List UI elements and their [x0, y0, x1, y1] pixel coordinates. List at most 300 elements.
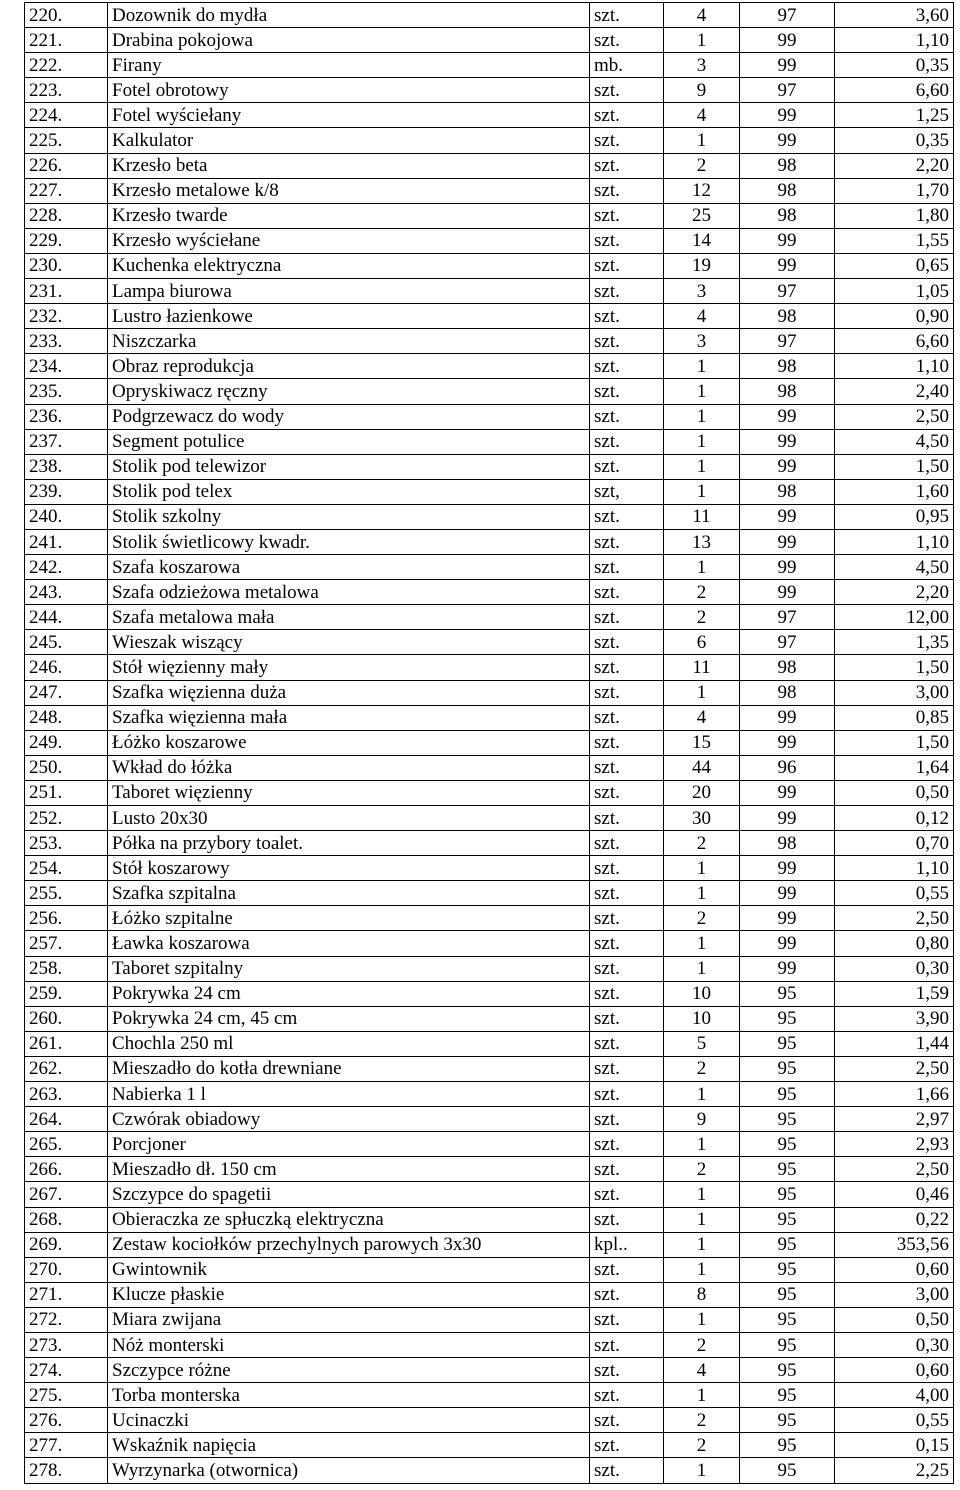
table-row: [25, 856, 954, 881]
item-name-cell: Lusto 20x30: [108, 806, 590, 831]
value-cell: 1,10: [835, 856, 954, 881]
item-name-cell: Stolik świetlicowy kwadr.: [108, 529, 590, 554]
wear-percent-cell: 99: [740, 555, 835, 580]
item-name-cell: Szafka więzienna mała: [108, 705, 590, 730]
wear-percent-cell: 95: [740, 1383, 835, 1408]
row-number-cell: 243.: [25, 580, 108, 605]
wear-percent-cell: 99: [740, 53, 835, 78]
value-cell: 1,80: [835, 203, 954, 228]
wear-percent-cell: 95: [740, 1332, 835, 1357]
wear-percent-cell: 95: [740, 1182, 835, 1207]
value-cell: 6,60: [835, 329, 954, 354]
quantity-cell: 9: [664, 78, 740, 103]
wear-percent-cell: 95: [740, 1307, 835, 1332]
table-row: [25, 555, 954, 580]
table-row: [25, 203, 954, 228]
item-name-cell: Łóżko szpitalne: [108, 906, 590, 931]
wear-percent-cell: 99: [740, 730, 835, 755]
wear-percent-cell: 98: [740, 304, 835, 329]
wear-percent-cell: 97: [740, 605, 835, 630]
wear-percent-cell: 95: [740, 1232, 835, 1257]
unit-cell: szt.: [590, 28, 664, 53]
quantity-cell: 3: [664, 329, 740, 354]
row-number-cell: 240.: [25, 504, 108, 529]
value-cell: 1,10: [835, 28, 954, 53]
table-row: [25, 1082, 954, 1107]
row-number-cell: 271.: [25, 1282, 108, 1307]
inventory-table-body: [25, 3, 954, 1484]
item-name-cell: Kuchenka elektryczna: [108, 253, 590, 278]
value-cell: 0,95: [835, 504, 954, 529]
wear-percent-cell: 99: [740, 931, 835, 956]
table-row: [25, 78, 954, 103]
item-name-cell: Krzesło beta: [108, 153, 590, 178]
item-name-cell: Obraz reprodukcja: [108, 354, 590, 379]
table-row: [25, 1257, 954, 1282]
unit-cell: szt.: [590, 1056, 664, 1081]
item-name-cell: Segment potulice: [108, 429, 590, 454]
value-cell: 1,60: [835, 479, 954, 504]
table-row: [25, 1282, 954, 1307]
unit-cell: szt.: [590, 755, 664, 780]
table-row: [25, 429, 954, 454]
unit-cell: szt.: [590, 580, 664, 605]
unit-cell: szt,: [590, 479, 664, 504]
unit-cell: szt.: [590, 555, 664, 580]
wear-percent-cell: 99: [740, 404, 835, 429]
unit-cell: szt.: [590, 404, 664, 429]
value-cell: 1,70: [835, 178, 954, 203]
table-row: [25, 329, 954, 354]
table-row: [25, 881, 954, 906]
quantity-cell: 1: [664, 354, 740, 379]
row-number-cell: 245.: [25, 630, 108, 655]
unit-cell: szt.: [590, 605, 664, 630]
row-number-cell: 250.: [25, 755, 108, 780]
item-name-cell: Ucinaczki: [108, 1408, 590, 1433]
row-number-cell: 247.: [25, 680, 108, 705]
row-number-cell: 231.: [25, 279, 108, 304]
quantity-cell: 1: [664, 1458, 740, 1483]
quantity-cell: 2: [664, 1056, 740, 1081]
unit-cell: szt.: [590, 78, 664, 103]
wear-percent-cell: 98: [740, 354, 835, 379]
table-row: [25, 479, 954, 504]
item-name-cell: Wkład do łóżka: [108, 755, 590, 780]
quantity-cell: 1: [664, 1257, 740, 1282]
value-cell: 1,25: [835, 103, 954, 128]
unit-cell: szt.: [590, 1433, 664, 1458]
quantity-cell: 1: [664, 555, 740, 580]
row-number-cell: 244.: [25, 605, 108, 630]
row-number-cell: 268.: [25, 1207, 108, 1232]
table-row: [25, 128, 954, 153]
item-name-cell: Stolik pod telex: [108, 479, 590, 504]
value-cell: 0,85: [835, 705, 954, 730]
table-row: [25, 755, 954, 780]
quantity-cell: 12: [664, 178, 740, 203]
value-cell: 0,35: [835, 128, 954, 153]
unit-cell: szt.: [590, 1006, 664, 1031]
row-number-cell: 254.: [25, 856, 108, 881]
row-number-cell: 229.: [25, 228, 108, 253]
quantity-cell: 2: [664, 1433, 740, 1458]
row-number-cell: 269.: [25, 1232, 108, 1257]
unit-cell: szt.: [590, 153, 664, 178]
quantity-cell: 1: [664, 1082, 740, 1107]
item-name-cell: Nóż monterski: [108, 1332, 590, 1357]
unit-cell: szt.: [590, 1383, 664, 1408]
value-cell: 0,65: [835, 253, 954, 278]
item-name-cell: Szafa odzieżowa metalowa: [108, 580, 590, 605]
table-row: [25, 454, 954, 479]
unit-cell: szt.: [590, 931, 664, 956]
item-name-cell: Wskaźnik napięcia: [108, 1433, 590, 1458]
row-number-cell: 253.: [25, 831, 108, 856]
inventory-table: [24, 2, 954, 1484]
row-number-cell: 257.: [25, 931, 108, 956]
item-name-cell: Klucze płaskie: [108, 1282, 590, 1307]
unit-cell: szt.: [590, 806, 664, 831]
value-cell: 4,50: [835, 555, 954, 580]
value-cell: 2,97: [835, 1107, 954, 1132]
unit-cell: szt.: [590, 504, 664, 529]
quantity-cell: 1: [664, 881, 740, 906]
unit-cell: szt.: [590, 680, 664, 705]
wear-percent-cell: 95: [740, 1006, 835, 1031]
item-name-cell: Firany: [108, 53, 590, 78]
unit-cell: szt.: [590, 1458, 664, 1483]
item-name-cell: Szczypce do spagetii: [108, 1182, 590, 1207]
table-row: [25, 504, 954, 529]
value-cell: 6,60: [835, 78, 954, 103]
item-name-cell: Lustro łazienkowe: [108, 304, 590, 329]
value-cell: 1,44: [835, 1031, 954, 1056]
value-cell: 1,10: [835, 529, 954, 554]
value-cell: 3,00: [835, 1282, 954, 1307]
unit-cell: szt.: [590, 379, 664, 404]
row-number-cell: 235.: [25, 379, 108, 404]
wear-percent-cell: 95: [740, 1056, 835, 1081]
unit-cell: szt.: [590, 253, 664, 278]
value-cell: 3,60: [835, 3, 954, 28]
row-number-cell: 264.: [25, 1107, 108, 1132]
value-cell: 0,60: [835, 1257, 954, 1282]
wear-percent-cell: 95: [740, 1082, 835, 1107]
wear-percent-cell: 99: [740, 529, 835, 554]
wear-percent-cell: 97: [740, 329, 835, 354]
row-number-cell: 255.: [25, 881, 108, 906]
value-cell: 2,20: [835, 153, 954, 178]
unit-cell: szt.: [590, 1107, 664, 1132]
wear-percent-cell: 98: [740, 655, 835, 680]
value-cell: 1,66: [835, 1082, 954, 1107]
row-number-cell: 237.: [25, 429, 108, 454]
wear-percent-cell: 98: [740, 178, 835, 203]
unit-cell: szt.: [590, 1358, 664, 1383]
table-row: [25, 1433, 954, 1458]
item-name-cell: Porcjoner: [108, 1132, 590, 1157]
wear-percent-cell: 96: [740, 755, 835, 780]
value-cell: 2,40: [835, 379, 954, 404]
table-row: [25, 253, 954, 278]
quantity-cell: 25: [664, 203, 740, 228]
row-number-cell: 242.: [25, 555, 108, 580]
quantity-cell: 3: [664, 53, 740, 78]
item-name-cell: Stolik pod telewizor: [108, 454, 590, 479]
quantity-cell: 1: [664, 931, 740, 956]
quantity-cell: 5: [664, 1031, 740, 1056]
table-row: [25, 529, 954, 554]
item-name-cell: Drabina pokojowa: [108, 28, 590, 53]
wear-percent-cell: 97: [740, 279, 835, 304]
unit-cell: szt.: [590, 956, 664, 981]
quantity-cell: 4: [664, 1358, 740, 1383]
item-name-cell: Stolik szkolny: [108, 504, 590, 529]
item-name-cell: Taboret więzienny: [108, 780, 590, 805]
table-row: [25, 931, 954, 956]
row-number-cell: 233.: [25, 329, 108, 354]
wear-percent-cell: 95: [740, 1458, 835, 1483]
quantity-cell: 15: [664, 730, 740, 755]
wear-percent-cell: 99: [740, 228, 835, 253]
item-name-cell: Miara zwijana: [108, 1307, 590, 1332]
quantity-cell: 44: [664, 755, 740, 780]
item-name-cell: Krzesło wyściełane: [108, 228, 590, 253]
row-number-cell: 239.: [25, 479, 108, 504]
unit-cell: szt.: [590, 1082, 664, 1107]
unit-cell: szt.: [590, 655, 664, 680]
row-number-cell: 272.: [25, 1307, 108, 1332]
item-name-cell: Mieszadło do kotła drewniane: [108, 1056, 590, 1081]
row-number-cell: 249.: [25, 730, 108, 755]
quantity-cell: 2: [664, 1157, 740, 1182]
row-number-cell: 256.: [25, 906, 108, 931]
value-cell: 1,59: [835, 981, 954, 1006]
row-number-cell: 270.: [25, 1257, 108, 1282]
item-name-cell: Wyrzynarka (otwornica): [108, 1458, 590, 1483]
wear-percent-cell: 98: [740, 153, 835, 178]
unit-cell: szt.: [590, 454, 664, 479]
value-cell: 1,05: [835, 279, 954, 304]
item-name-cell: Szczypce różne: [108, 1358, 590, 1383]
unit-cell: szt.: [590, 128, 664, 153]
table-row: [25, 1157, 954, 1182]
wear-percent-cell: 99: [740, 806, 835, 831]
wear-percent-cell: 99: [740, 253, 835, 278]
row-number-cell: 221.: [25, 28, 108, 53]
row-number-cell: 252.: [25, 806, 108, 831]
table-row: [25, 956, 954, 981]
quantity-cell: 3: [664, 279, 740, 304]
value-cell: 1,64: [835, 755, 954, 780]
row-number-cell: 224.: [25, 103, 108, 128]
unit-cell: szt.: [590, 429, 664, 454]
wear-percent-cell: 98: [740, 680, 835, 705]
item-name-cell: Fotel obrotowy: [108, 78, 590, 103]
quantity-cell: 2: [664, 1408, 740, 1433]
table-row: [25, 228, 954, 253]
table-row: [25, 304, 954, 329]
value-cell: 4,00: [835, 1383, 954, 1408]
row-number-cell: 230.: [25, 253, 108, 278]
unit-cell: szt.: [590, 304, 664, 329]
quantity-cell: 1: [664, 479, 740, 504]
item-name-cell: Szafa koszarowa: [108, 555, 590, 580]
unit-cell: mb.: [590, 53, 664, 78]
wear-percent-cell: 95: [740, 1031, 835, 1056]
quantity-cell: 2: [664, 831, 740, 856]
wear-percent-cell: 95: [740, 1282, 835, 1307]
quantity-cell: 1: [664, 28, 740, 53]
quantity-cell: 2: [664, 580, 740, 605]
row-number-cell: 275.: [25, 1383, 108, 1408]
row-number-cell: 220.: [25, 3, 108, 28]
value-cell: 0,30: [835, 956, 954, 981]
value-cell: 3,90: [835, 1006, 954, 1031]
row-number-cell: 276.: [25, 1408, 108, 1433]
value-cell: 0,60: [835, 1358, 954, 1383]
table-row: [25, 705, 954, 730]
item-name-cell: Dozownik do mydła: [108, 3, 590, 28]
wear-percent-cell: 97: [740, 3, 835, 28]
table-row: [25, 580, 954, 605]
row-number-cell: 274.: [25, 1358, 108, 1383]
table-row: [25, 780, 954, 805]
quantity-cell: 1: [664, 404, 740, 429]
item-name-cell: Podgrzewacz do wody: [108, 404, 590, 429]
quantity-cell: 2: [664, 153, 740, 178]
value-cell: 0,70: [835, 831, 954, 856]
wear-percent-cell: 95: [740, 1207, 835, 1232]
row-number-cell: 222.: [25, 53, 108, 78]
quantity-cell: 8: [664, 1282, 740, 1307]
value-cell: 1,10: [835, 354, 954, 379]
quantity-cell: 1: [664, 1207, 740, 1232]
table-row: [25, 730, 954, 755]
wear-percent-cell: 99: [740, 429, 835, 454]
unit-cell: szt.: [590, 730, 664, 755]
row-number-cell: 261.: [25, 1031, 108, 1056]
wear-percent-cell: 98: [740, 479, 835, 504]
unit-cell: szt.: [590, 881, 664, 906]
row-number-cell: 259.: [25, 981, 108, 1006]
quantity-cell: 1: [664, 856, 740, 881]
table-row: [25, 806, 954, 831]
value-cell: 0,46: [835, 1182, 954, 1207]
item-name-cell: Łóżko koszarowe: [108, 730, 590, 755]
wear-percent-cell: 98: [740, 831, 835, 856]
unit-cell: szt.: [590, 856, 664, 881]
wear-percent-cell: 95: [740, 1433, 835, 1458]
unit-cell: szt.: [590, 1332, 664, 1357]
item-name-cell: Chochla 250 ml: [108, 1031, 590, 1056]
wear-percent-cell: 97: [740, 78, 835, 103]
wear-percent-cell: 99: [740, 705, 835, 730]
unit-cell: kpl..: [590, 1232, 664, 1257]
quantity-cell: 4: [664, 103, 740, 128]
table-row: [25, 1307, 954, 1332]
table-row: [25, 1358, 954, 1383]
quantity-cell: 30: [664, 806, 740, 831]
table-row: [25, 1207, 954, 1232]
wear-percent-cell: 99: [740, 28, 835, 53]
item-name-cell: Kalkulator: [108, 128, 590, 153]
row-number-cell: 236.: [25, 404, 108, 429]
wear-percent-cell: 99: [740, 906, 835, 931]
table-row: [25, 680, 954, 705]
item-name-cell: Mieszadło dł. 150 cm: [108, 1157, 590, 1182]
wear-percent-cell: 95: [740, 981, 835, 1006]
quantity-cell: 1: [664, 1132, 740, 1157]
value-cell: 2,50: [835, 1056, 954, 1081]
table-row: [25, 153, 954, 178]
item-name-cell: Szafka szpitalna: [108, 881, 590, 906]
quantity-cell: 20: [664, 780, 740, 805]
quantity-cell: 19: [664, 253, 740, 278]
value-cell: 1,35: [835, 630, 954, 655]
value-cell: 2,50: [835, 404, 954, 429]
item-name-cell: Wieszak wiszący: [108, 630, 590, 655]
table-row: [25, 1107, 954, 1132]
wear-percent-cell: 95: [740, 1257, 835, 1282]
value-cell: 2,20: [835, 580, 954, 605]
unit-cell: szt.: [590, 1157, 664, 1182]
row-number-cell: 263.: [25, 1082, 108, 1107]
row-number-cell: 238.: [25, 454, 108, 479]
table-row: [25, 404, 954, 429]
table-row: [25, 1056, 954, 1081]
row-number-cell: 234.: [25, 354, 108, 379]
value-cell: 0,22: [835, 1207, 954, 1232]
row-number-cell: 277.: [25, 1433, 108, 1458]
item-name-cell: Gwintownik: [108, 1257, 590, 1282]
item-name-cell: Ławka koszarowa: [108, 931, 590, 956]
item-name-cell: Stół koszarowy: [108, 856, 590, 881]
item-name-cell: Pokrywka 24 cm: [108, 981, 590, 1006]
unit-cell: szt.: [590, 705, 664, 730]
value-cell: 0,12: [835, 806, 954, 831]
table-row: [25, 906, 954, 931]
item-name-cell: Fotel wyściełany: [108, 103, 590, 128]
value-cell: 0,15: [835, 1433, 954, 1458]
value-cell: 0,50: [835, 1307, 954, 1332]
table-row: [25, 1232, 954, 1257]
item-name-cell: Lampa biurowa: [108, 279, 590, 304]
wear-percent-cell: 99: [740, 504, 835, 529]
quantity-cell: 1: [664, 1182, 740, 1207]
row-number-cell: 258.: [25, 956, 108, 981]
item-name-cell: Torba monterska: [108, 1383, 590, 1408]
quantity-cell: 1: [664, 454, 740, 479]
item-name-cell: Szafa metalowa mała: [108, 605, 590, 630]
item-name-cell: Czwórak obiadowy: [108, 1107, 590, 1132]
quantity-cell: 1: [664, 128, 740, 153]
item-name-cell: Krzesło twarde: [108, 203, 590, 228]
unit-cell: szt.: [590, 329, 664, 354]
wear-percent-cell: 98: [740, 379, 835, 404]
value-cell: 1,50: [835, 655, 954, 680]
wear-percent-cell: 99: [740, 454, 835, 479]
unit-cell: szt.: [590, 831, 664, 856]
table-row: [25, 103, 954, 128]
value-cell: 2,93: [835, 1132, 954, 1157]
row-number-cell: 273.: [25, 1332, 108, 1357]
wear-percent-cell: 99: [740, 856, 835, 881]
quantity-cell: 10: [664, 981, 740, 1006]
value-cell: 2,50: [835, 906, 954, 931]
wear-percent-cell: 95: [740, 1132, 835, 1157]
